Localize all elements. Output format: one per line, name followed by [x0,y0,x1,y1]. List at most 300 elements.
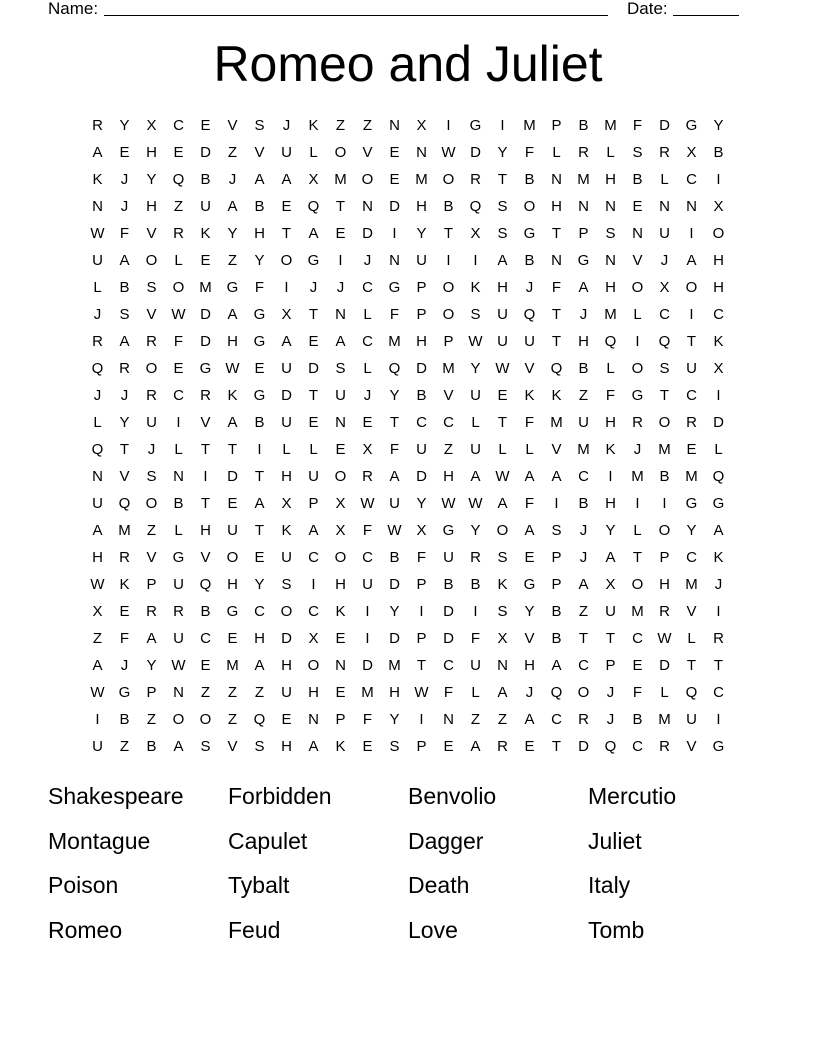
grid-letter[interactable]: V [146,225,157,242]
grid-letter[interactable]: T [254,468,265,485]
grid-letter[interactable]: O [712,225,725,242]
grid-letter[interactable]: B [200,171,211,188]
grid-letter[interactable]: G [253,333,266,350]
grid-letter[interactable]: C [254,603,265,620]
grid-letter[interactable]: X [416,522,427,539]
grid-letter[interactable]: K [281,522,292,539]
grid-letter[interactable]: S [119,306,130,323]
grid-letter[interactable]: K [551,387,562,404]
grid-letter[interactable]: L [687,630,696,647]
grid-letter[interactable]: D [416,360,427,377]
grid-letter[interactable]: R [497,738,508,755]
grid-letter[interactable]: J [579,306,588,323]
grid-letter[interactable]: B [416,387,427,404]
grid-letter[interactable]: T [551,225,562,242]
grid-letter[interactable]: U [281,414,292,431]
grid-letter[interactable]: N [173,468,184,485]
grid-letter[interactable]: W [90,576,105,593]
grid-letter[interactable]: D [362,657,373,674]
grid-letter[interactable]: D [443,630,454,647]
grid-letter[interactable]: M [577,171,590,188]
grid-letter[interactable]: Z [443,441,454,458]
grid-letter[interactable]: I [365,630,370,647]
grid-letter[interactable]: X [281,495,292,512]
grid-letter[interactable]: R [146,603,157,620]
grid-letter[interactable]: P [659,549,670,566]
grid-letter[interactable]: R [92,117,103,134]
grid-letter[interactable]: A [470,468,481,485]
grid-letter[interactable]: E [389,171,400,188]
grid-letter[interactable]: U [416,252,427,269]
grid-letter[interactable]: J [309,279,318,296]
grid-letter[interactable]: W [657,630,672,647]
grid-letter[interactable]: I [500,117,505,134]
grid-letter[interactable]: U [92,495,103,512]
grid-letter[interactable]: M [388,657,401,674]
grid-letter[interactable]: J [93,387,102,404]
grid-letter[interactable]: F [119,630,130,647]
grid-letter[interactable]: D [227,468,238,485]
grid-letter[interactable]: W [495,468,510,485]
grid-letter[interactable]: F [389,306,400,323]
grid-letter[interactable]: A [686,252,697,269]
grid-letter[interactable]: G [118,684,131,701]
grid-letter[interactable]: E [227,630,238,647]
grid-letter[interactable]: R [686,414,697,431]
grid-letter[interactable]: V [254,144,265,161]
grid-letter[interactable]: T [686,657,697,674]
grid-letter[interactable]: U [497,333,508,350]
grid-letter[interactable]: M [442,360,455,377]
grid-letter[interactable]: I [176,414,181,431]
grid-letter[interactable]: Y [686,522,697,539]
grid-letter[interactable]: L [309,144,318,161]
grid-letter[interactable]: Q [550,684,563,701]
grid-letter[interactable]: A [524,468,535,485]
grid-letter[interactable]: C [578,657,589,674]
grid-letter[interactable]: S [254,117,265,134]
grid-letter[interactable]: S [146,468,157,485]
grid-letter[interactable]: H [659,576,670,593]
grid-letter[interactable]: Y [416,495,427,512]
grid-letter[interactable]: C [632,630,643,647]
grid-letter[interactable]: T [605,630,616,647]
grid-letter[interactable]: G [577,252,590,269]
grid-letter[interactable]: I [473,252,478,269]
grid-letter[interactable]: P [416,576,427,593]
grid-letter[interactable]: U [470,657,481,674]
grid-letter[interactable]: Q [199,576,212,593]
grid-letter[interactable]: M [226,657,239,674]
grid-letter[interactable]: H [605,414,616,431]
grid-letter[interactable]: U [92,738,103,755]
grid-letter[interactable]: W [225,360,240,377]
grid-letter[interactable]: F [173,333,184,350]
grid-letter[interactable]: R [659,144,670,161]
grid-letter[interactable]: P [146,684,157,701]
grid-letter[interactable]: R [173,603,184,620]
grid-letter[interactable]: H [281,657,292,674]
grid-letter[interactable]: N [335,414,346,431]
grid-letter[interactable]: K [713,333,724,350]
grid-letter[interactable]: R [470,549,481,566]
grid-letter[interactable]: N [173,684,184,701]
grid-letter[interactable]: C [578,468,589,485]
grid-letter[interactable]: U [281,144,292,161]
grid-letter[interactable]: A [497,495,508,512]
grid-letter[interactable]: E [227,495,238,512]
grid-letter[interactable]: I [608,468,613,485]
grid-letter[interactable]: J [120,171,129,188]
grid-letter[interactable]: V [524,360,535,377]
grid-letter[interactable]: K [497,576,508,593]
grid-letter[interactable]: J [606,711,615,728]
grid-letter[interactable]: U [659,225,670,242]
grid-letter[interactable]: F [362,522,373,539]
grid-letter[interactable]: G [523,225,536,242]
grid-letter[interactable]: M [631,603,644,620]
grid-letter[interactable]: I [338,252,343,269]
grid-letter[interactable]: Z [119,738,130,755]
grid-letter[interactable]: I [95,711,100,728]
grid-letter[interactable]: D [200,333,211,350]
grid-letter[interactable]: J [714,576,723,593]
grid-letter[interactable]: E [335,684,346,701]
grid-letter[interactable]: V [227,117,238,134]
grid-letter[interactable]: J [120,198,129,215]
grid-letter[interactable]: V [686,738,697,755]
grid-letter[interactable]: E [254,360,265,377]
grid-letter[interactable]: B [713,144,724,161]
grid-letter[interactable]: B [659,468,670,485]
grid-letter[interactable]: V [686,603,697,620]
grid-letter[interactable]: G [226,279,239,296]
grid-letter[interactable]: O [361,171,374,188]
grid-letter[interactable]: S [470,306,481,323]
grid-letter[interactable]: K [200,225,211,242]
grid-letter[interactable]: D [389,198,400,215]
grid-letter[interactable]: T [443,225,454,242]
grid-letter[interactable]: Z [578,387,589,404]
grid-letter[interactable]: H [416,333,427,350]
grid-letter[interactable]: L [525,441,534,458]
grid-letter[interactable]: B [578,360,589,377]
grid-letter[interactable]: V [524,630,535,647]
grid-letter[interactable]: J [579,549,588,566]
grid-letter[interactable]: U [227,522,238,539]
grid-letter[interactable]: I [635,495,640,512]
grid-letter[interactable]: Q [253,711,266,728]
grid-letter[interactable]: W [468,333,483,350]
grid-letter[interactable]: H [443,468,454,485]
grid-letter[interactable]: F [389,441,400,458]
grid-letter[interactable]: U [578,414,589,431]
grid-letter[interactable]: J [525,279,534,296]
grid-letter[interactable]: N [551,171,562,188]
grid-letter[interactable]: A [254,495,265,512]
grid-letter[interactable]: B [524,252,535,269]
grid-letter[interactable]: C [686,549,697,566]
grid-letter[interactable]: O [577,684,590,701]
grid-letter[interactable]: M [415,171,428,188]
grid-letter[interactable]: Y [254,576,265,593]
grid-letter[interactable]: I [716,387,721,404]
grid-letter[interactable]: X [659,279,670,296]
grid-letter[interactable]: X [281,306,292,323]
grid-letter[interactable]: P [335,711,346,728]
grid-letter[interactable]: W [90,225,105,242]
grid-letter[interactable]: X [497,630,508,647]
grid-letter[interactable]: R [659,738,670,755]
grid-letter[interactable]: T [200,495,211,512]
grid-letter[interactable]: I [473,603,478,620]
grid-letter[interactable]: O [442,306,455,323]
grid-letter[interactable]: D [362,225,373,242]
grid-letter[interactable]: A [119,333,130,350]
grid-letter[interactable]: A [389,468,400,485]
grid-letter[interactable]: P [578,225,589,242]
grid-letter[interactable]: C [443,414,454,431]
grid-letter[interactable]: G [442,522,455,539]
grid-letter[interactable]: V [146,549,157,566]
grid-letter[interactable]: Q [604,738,617,755]
grid-letter[interactable]: Z [254,684,265,701]
grid-letter[interactable]: N [551,252,562,269]
grid-letter[interactable]: Y [389,711,400,728]
grid-letter[interactable]: I [419,603,424,620]
grid-letter[interactable]: O [442,171,455,188]
grid-letter[interactable]: E [389,144,400,161]
grid-letter[interactable]: T [632,549,643,566]
grid-letter[interactable]: Q [172,171,185,188]
grid-letter[interactable]: Q [118,495,131,512]
grid-letter[interactable]: R [632,414,643,431]
grid-letter[interactable]: D [200,306,211,323]
grid-letter[interactable]: D [470,144,481,161]
grid-letter[interactable]: L [471,684,480,701]
grid-letter[interactable]: G [712,738,725,755]
grid-letter[interactable]: P [551,549,562,566]
grid-letter[interactable]: Z [470,711,481,728]
grid-letter[interactable]: U [389,495,400,512]
grid-letter[interactable]: P [416,306,427,323]
grid-letter[interactable]: A [146,630,157,647]
grid-letter[interactable]: H [146,198,157,215]
grid-letter[interactable]: X [362,441,373,458]
grid-letter[interactable]: C [173,117,184,134]
grid-letter[interactable]: X [713,360,724,377]
grid-letter[interactable]: O [226,549,239,566]
grid-letter[interactable]: E [497,387,508,404]
grid-letter[interactable]: N [335,306,346,323]
grid-letter[interactable]: B [119,711,130,728]
grid-letter[interactable]: D [389,630,400,647]
grid-letter[interactable]: A [92,144,103,161]
grid-letter[interactable]: U [335,387,346,404]
grid-letter[interactable]: Z [173,198,184,215]
grid-letter[interactable]: T [227,441,238,458]
grid-letter[interactable]: K [335,738,346,755]
grid-letter[interactable]: I [689,306,694,323]
grid-letter[interactable]: F [632,117,643,134]
grid-letter[interactable]: T [335,198,346,215]
grid-letter[interactable]: X [416,117,427,134]
grid-letter[interactable]: H [389,684,400,701]
grid-letter[interactable]: Y [119,414,130,431]
grid-letter[interactable]: R [146,387,157,404]
grid-letter[interactable]: K [470,279,481,296]
grid-letter[interactable]: B [173,495,184,512]
grid-letter[interactable]: M [388,333,401,350]
grid-letter[interactable]: L [714,441,723,458]
grid-letter[interactable]: H [497,279,508,296]
grid-letter[interactable]: Q [685,684,698,701]
grid-letter[interactable]: T [281,225,292,242]
grid-letter[interactable]: G [388,279,401,296]
grid-letter[interactable]: M [523,117,536,134]
grid-letter[interactable]: L [660,171,669,188]
grid-letter[interactable]: A [173,738,184,755]
grid-letter[interactable]: E [524,549,535,566]
grid-letter[interactable]: W [90,684,105,701]
grid-letter[interactable]: A [524,711,535,728]
grid-letter[interactable]: D [659,117,670,134]
grid-letter[interactable]: U [443,549,454,566]
grid-letter[interactable]: P [308,495,319,512]
grid-letter[interactable]: E [200,657,211,674]
grid-letter[interactable]: C [362,333,373,350]
grid-letter[interactable]: M [334,171,347,188]
grid-letter[interactable]: T [551,306,562,323]
grid-letter[interactable]: C [362,549,373,566]
grid-letter[interactable]: E [632,657,643,674]
grid-letter[interactable]: V [146,306,157,323]
grid-letter[interactable]: N [389,117,400,134]
grid-letter[interactable]: E [200,252,211,269]
grid-letter[interactable]: M [658,441,671,458]
grid-letter[interactable]: N [92,198,103,215]
grid-letter[interactable]: J [660,252,669,269]
grid-letter[interactable]: R [578,711,589,728]
grid-letter[interactable]: A [470,738,481,755]
grid-letter[interactable]: N [389,252,400,269]
grid-letter[interactable]: Y [605,522,616,539]
grid-letter[interactable]: H [146,144,157,161]
grid-letter[interactable]: A [497,684,508,701]
grid-letter[interactable]: G [199,360,212,377]
grid-letter[interactable]: E [443,738,454,755]
grid-letter[interactable]: H [227,333,238,350]
grid-letter[interactable]: A [551,657,562,674]
grid-letter[interactable]: Y [389,387,400,404]
grid-letter[interactable]: A [227,414,238,431]
grid-letter[interactable]: G [253,306,266,323]
grid-letter[interactable]: H [524,657,535,674]
grid-letter[interactable]: S [281,576,292,593]
grid-letter[interactable]: O [334,468,347,485]
grid-letter[interactable]: U [416,441,427,458]
grid-letter[interactable]: I [716,711,721,728]
grid-letter[interactable]: A [713,522,724,539]
grid-letter[interactable]: S [497,198,508,215]
grid-letter[interactable]: T [200,441,211,458]
grid-letter[interactable]: J [120,657,129,674]
grid-letter[interactable]: O [685,279,698,296]
grid-letter[interactable]: Q [658,333,671,350]
grid-letter[interactable]: E [173,360,184,377]
grid-letter[interactable]: F [362,711,373,728]
grid-letter[interactable]: Y [389,603,400,620]
grid-letter[interactable]: Q [388,360,401,377]
grid-letter[interactable]: C [713,684,724,701]
grid-letter[interactable]: F [551,279,562,296]
grid-letter[interactable]: D [659,657,670,674]
grid-letter[interactable]: X [713,198,724,215]
grid-letter[interactable]: U [497,306,508,323]
grid-letter[interactable]: U [470,441,481,458]
grid-letter[interactable]: F [119,225,130,242]
grid-letter[interactable]: W [495,360,510,377]
grid-letter[interactable]: X [308,630,319,647]
grid-letter[interactable]: H [92,549,103,566]
grid-letter[interactable]: U [200,198,211,215]
grid-letter[interactable]: I [392,225,397,242]
grid-letter[interactable]: Z [227,711,238,728]
grid-letter[interactable]: E [308,414,319,431]
grid-letter[interactable]: A [335,333,346,350]
grid-letter[interactable]: L [174,252,183,269]
grid-letter[interactable]: U [470,387,481,404]
grid-letter[interactable]: J [282,117,291,134]
grid-letter[interactable]: B [443,198,454,215]
grid-letter[interactable]: C [416,414,427,431]
grid-letter[interactable]: J [606,684,615,701]
grid-letter[interactable]: R [173,225,184,242]
grid-letter[interactable]: Q [604,333,617,350]
grid-letter[interactable]: O [280,603,293,620]
grid-letter[interactable]: F [470,630,481,647]
grid-letter[interactable]: O [307,657,320,674]
grid-letter[interactable]: C [173,387,184,404]
grid-letter[interactable]: Z [227,252,238,269]
grid-letter[interactable]: P [416,738,427,755]
grid-letter[interactable]: Z [227,684,238,701]
grid-letter[interactable]: N [362,198,373,215]
grid-letter[interactable]: E [524,738,535,755]
grid-letter[interactable]: M [685,468,698,485]
grid-letter[interactable]: K [92,171,103,188]
name-blank-line[interactable] [104,15,608,16]
grid-letter[interactable]: H [281,468,292,485]
grid-letter[interactable]: V [119,468,130,485]
grid-letter[interactable]: G [226,603,239,620]
grid-letter[interactable]: G [523,576,536,593]
grid-letter[interactable]: U [281,684,292,701]
grid-letter[interactable]: L [282,441,291,458]
grid-letter[interactable]: C [686,387,697,404]
grid-letter[interactable]: B [119,279,130,296]
grid-letter[interactable]: R [659,603,670,620]
grid-letter[interactable]: Q [523,306,536,323]
grid-letter[interactable]: L [174,522,183,539]
grid-letter[interactable]: U [281,360,292,377]
grid-letter[interactable]: K [524,387,535,404]
grid-letter[interactable]: A [281,171,292,188]
grid-letter[interactable]: H [713,252,724,269]
grid-letter[interactable]: H [416,198,427,215]
grid-letter[interactable]: V [632,252,643,269]
grid-letter[interactable]: B [443,576,454,593]
